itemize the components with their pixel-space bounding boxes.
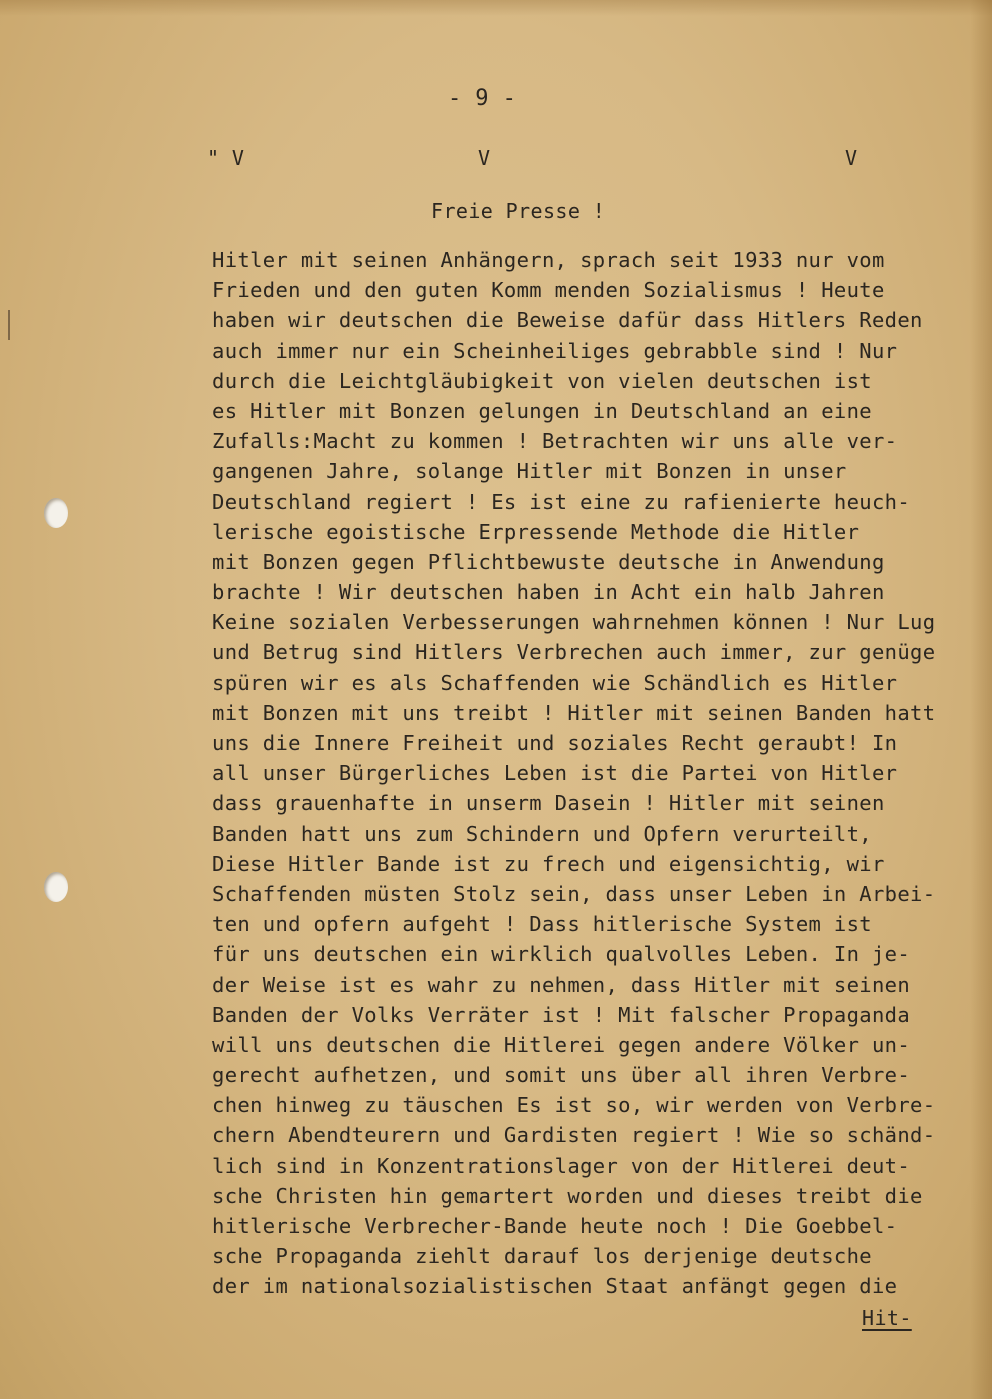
text-line: sche Propaganda ziehlt darauf los derjenige deutsche <box>212 1244 872 1269</box>
section-marker-center: V <box>478 146 491 170</box>
text-line: haben wir deutschen die Beweise dafür dass Hitlers Reden <box>212 308 923 333</box>
text-line: es Hitler mit Bonzen gelungen in Deutschland an eine <box>212 398 872 423</box>
text-line: Deutschland regiert ! Es ist eine zu rafienierte heuch- <box>212 489 911 514</box>
text-line: Banden der Volks Verräter ist ! Mit falscher Propaganda <box>212 1002 911 1027</box>
text-line: chern Abendteurern und Gardisten regiert ! Wie so schänd- <box>212 1123 936 1148</box>
text-line: durch die Leichtgläubigkeit von vielen deutschen ist <box>212 368 872 393</box>
margin-mark <box>8 310 10 340</box>
punch-hole-lower <box>44 872 68 902</box>
catchword: Hit- <box>862 1306 912 1330</box>
text-line: Hitler mit seinen Anhängern, sprach seit 1933 nur vom <box>212 248 885 272</box>
text-line: Frieden und den guten Komm menden Sozialismus ! Heute <box>212 278 885 303</box>
text-line: brachte ! Wir deutschen haben in Acht ein halb Jahren <box>212 580 885 605</box>
section-marker-right: V <box>845 146 858 170</box>
text-line: sche Christen hin gemartert worden und dieses treibt die <box>212 1183 923 1208</box>
paper-top-shadow <box>0 0 992 16</box>
text-line: mit Bonzen mit uns treibt ! Hitler mit seinen Banden hatt <box>212 700 936 725</box>
body-text <box>212 245 936 1302</box>
paper-right-shadow <box>970 0 992 1399</box>
text-line: lich sind in Konzentrationslager von der Hitlerei deut- <box>212 1153 911 1178</box>
text-line: Keine sozialen Verbesserungen wahrnehmen können ! Nur Lug <box>212 610 936 635</box>
text-line: Zufalls:Macht zu kommen ! Betrachten wir uns alle ver- <box>212 429 898 454</box>
text-line: chen hinweg zu täuschen Es ist so, wir werden von Verbre- <box>212 1093 936 1118</box>
text-line: lerische egoistische Erpressende Methode die Hitler <box>212 519 860 544</box>
text-line: uns die Innere Freiheit und soziales Recht geraubt! In <box>212 731 898 755</box>
section-marker-left: " V <box>207 146 245 170</box>
text-line: Banden hatt uns zum Schindern und Opfern verurteilt, <box>212 821 872 846</box>
text-line: der im nationalsozialistischen Staat anfängt gegen die <box>212 1274 898 1299</box>
page-number: - 9 - <box>448 86 517 111</box>
text-line: gangenen Jahre, solange Hitler mit Bonzen in unser <box>212 459 847 484</box>
text-line: will uns deutschen die Hitlerei gegen andere Völker un- <box>212 1032 911 1057</box>
text-line: dass grauenhafte in unserm Dasein ! Hitler mit seinen <box>212 791 885 816</box>
text-line: all unser Bürgerliches Leben ist die Partei von Hitler <box>212 761 898 786</box>
punch-hole-upper <box>44 498 68 528</box>
text-line: spüren wir es als Schaffenden wie Schändlich es Hitler <box>212 670 898 695</box>
text-line: gerecht aufhetzen, und somit uns über all ihren Verbre- <box>212 1063 911 1088</box>
text-line: mit Bonzen gegen Pflichtbewuste deutsche in Anwendung <box>212 549 885 574</box>
section-heading: Freie Presse ! <box>431 199 606 223</box>
text-line: für uns deutschen ein wirklich qualvolles Leben. In je- <box>212 942 911 967</box>
text-line: ten und opfern aufgeht ! Dass hitlerische System ist <box>212 912 872 937</box>
text-line: Diese Hitler Bande ist zu frech und eigensichtig, wir <box>212 851 885 876</box>
text-line: Schaffenden müsten Stolz sein, dass unser Leben in Arbei- <box>212 881 936 906</box>
text-line: auch immer nur ein Scheinheiliges gebrabble sind ! Nur <box>212 338 898 363</box>
text-line: hitlerische Verbrecher-Bande heute noch ! Die Goebbel- <box>212 1214 898 1238</box>
text-line: der Weise ist es wahr zu nehmen, dass Hitler mit seinen <box>212 972 911 997</box>
text-line: und Betrug sind Hitlers Verbrechen auch immer, zur genüge <box>212 640 936 665</box>
